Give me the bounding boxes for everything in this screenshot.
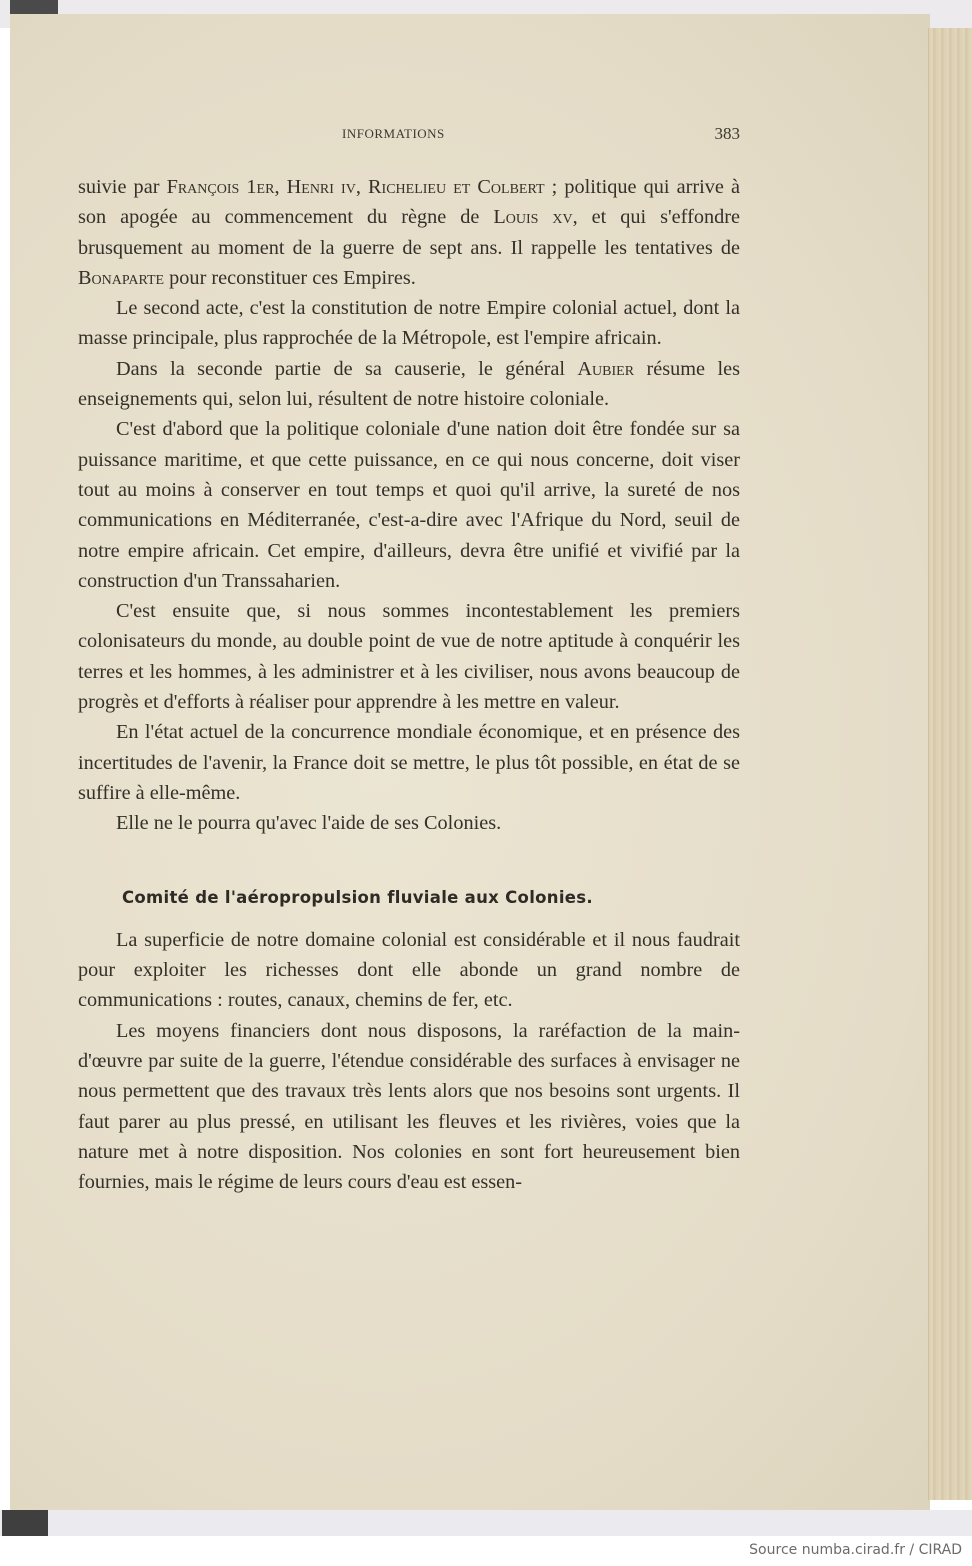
text-span: pour reconstituer ces Empires. bbox=[164, 266, 416, 289]
scan-bottom-corner-shadow bbox=[2, 1510, 48, 1536]
source-watermark: Source numba.cirad.fr / CIRAD bbox=[749, 1542, 962, 1558]
paragraph-9: Les moyens financiers dont nous disposons, la raréfaction de la main-d'œuvre par suite de la guerre, l'étendue considérable des surfaces à envisager ne nous permettent que des travaux très lents alors que nos besoins sont urgents. Il faut parer au plus pressé, en utilisant les fleuves et les rivières, voies que la nature met à notre disposition. Nos colonies en sont fort heureusement bien fournies, mais le régime de leurs cours d'eau est essen- bbox=[78, 1019, 740, 1194]
page-number: 383 bbox=[714, 124, 740, 143]
person-name: Louis xv bbox=[493, 206, 573, 229]
text-span: , bbox=[355, 176, 369, 198]
book-page-edge-stack bbox=[928, 28, 972, 1500]
text-span: ; politique qui arrive à son apogée au commencement du règne de bbox=[78, 176, 741, 229]
person-name: Henri iv bbox=[286, 176, 356, 198]
person-name: Richelieu et Colbert bbox=[368, 176, 545, 198]
paragraph-1 bbox=[78, 172, 740, 293]
page-header bbox=[78, 126, 740, 150]
person-name: François 1er bbox=[166, 176, 275, 198]
text-span: suivie par bbox=[78, 176, 167, 198]
person-name: Aubier bbox=[577, 357, 635, 380]
page-body bbox=[78, 172, 740, 1198]
paragraph-4: C'est d'abord que la politique coloniale d'une nation doit être fondée sur sa puissance maritime, et que cette puissance, en ce qui nous concerne, doit viser tout au moins à conserver en tout temps et quoi qu'il arrive, la sureté de nos communications en Méditerranée, c'est-a-dire avec l'Afrique du Nord, seuil de notre empire africain. Cet empire, d'ailleurs, devra être unifié et vivifié par la construction d'un Transsaharien. bbox=[78, 418, 740, 592]
paragraph-3 bbox=[78, 354, 740, 415]
paragraph-8: La superficie de notre domaine colonial est considérable et il nous faudrait pour exploiter les richesses dont elle abonde un grand nombre de communications : routes, canaux, chemins de fer, etc. bbox=[78, 928, 740, 1012]
paragraph-6: En l'état actuel de la concurrence mondiale économique, et en présence des incertitudes de l'avenir, la France doit se mettre, le plus tôt possible, en état de se suffire à elle-même. bbox=[78, 721, 740, 804]
running-title: INFORMATIONS bbox=[342, 126, 445, 141]
paragraph-2: Le second acte, c'est la constitution de notre Empire colonial actuel, dont la masse principale, plus rapprochée de la Métropole, est l'empire africain. bbox=[78, 297, 740, 350]
text-span: Dans la seconde partie de sa causerie, le général bbox=[116, 357, 578, 380]
text-span: , et qui s'effondre brusquement au moment de la guerre de sept ans. Il rappelle les tentatives de bbox=[78, 206, 740, 259]
text-span: résume les enseignements qui, selon lui, résultent de notre histoire coloniale. bbox=[78, 357, 740, 411]
section-heading: Comité de l'aéropropulsion fluviale aux Colonies. bbox=[122, 887, 593, 907]
scan-bottom-margin bbox=[0, 1510, 972, 1536]
paragraph-5: C'est ensuite que, si nous sommes incontestablement les premiers colonisateurs du monde, au double point de vue de notre aptitude à conquérir les terres et les hommes, à les administrer et à les civiliser, nous avons beaucoup de progrès et d'efforts à réaliser pour apprendre à les mettre en valeur. bbox=[78, 600, 740, 714]
scan-top-corner-shadow bbox=[10, 0, 58, 14]
person-name: Bonaparte bbox=[78, 266, 165, 289]
text-span: , bbox=[274, 176, 287, 198]
paragraph-7: Elle ne le pourra qu'avec l'aide de ses Colonies. bbox=[116, 812, 502, 835]
